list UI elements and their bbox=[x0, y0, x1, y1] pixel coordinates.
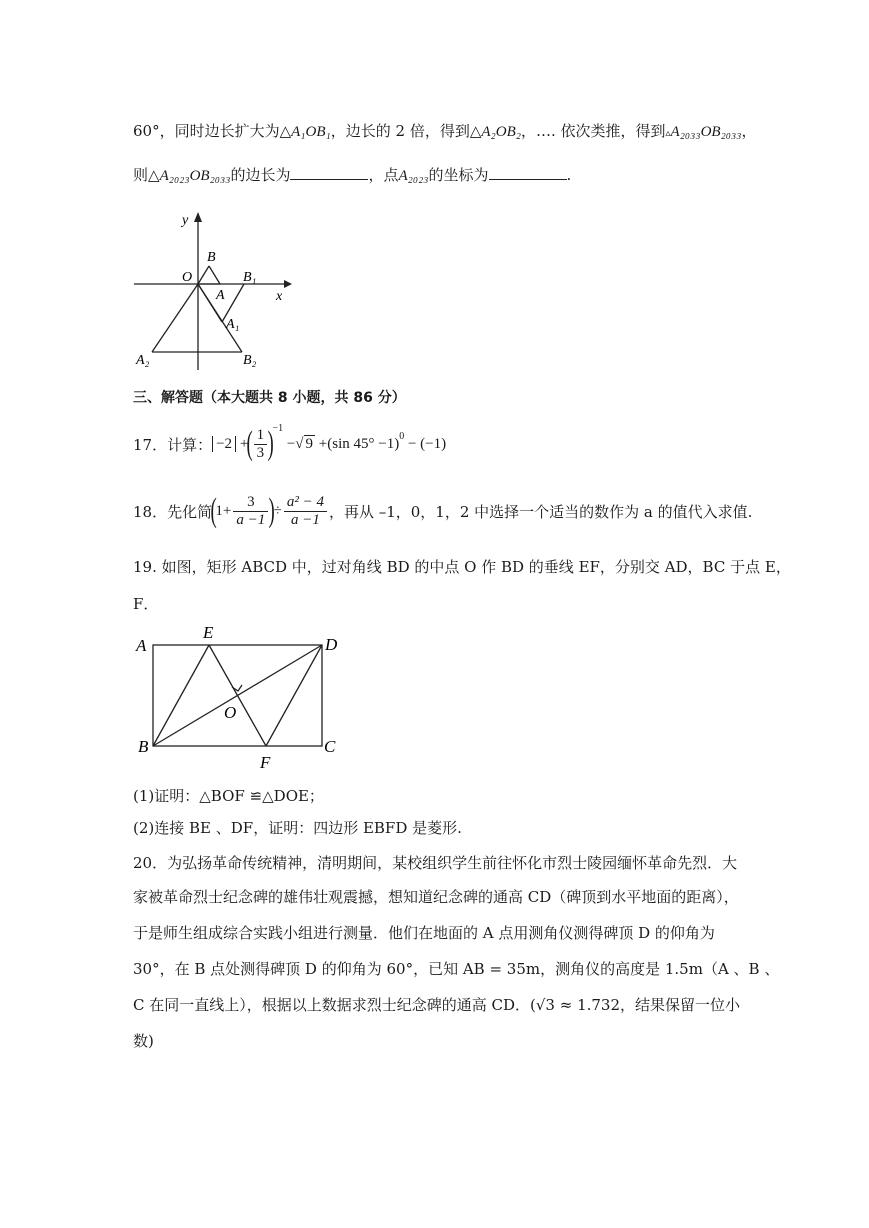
triangle-label: A₂₀₃₃OB₂₀₃₃ bbox=[670, 124, 742, 140]
label-B: B bbox=[138, 737, 149, 756]
label-E: E bbox=[203, 623, 214, 642]
text-segment: . bbox=[566, 166, 572, 184]
question-20-line2: 家被革命烈士纪念碑的雄伟壮观震撼，想知道纪念碑的通高 CD（碑顶到水平地面的距离）， bbox=[133, 888, 739, 906]
text-segment: ，…. 依次类推，得到 bbox=[520, 122, 666, 140]
text-segment: ，边长的 2 倍，得到 bbox=[330, 122, 470, 140]
exponent: −1 bbox=[272, 423, 284, 434]
segment-be bbox=[153, 645, 209, 746]
label-A1: A₁ bbox=[226, 317, 240, 332]
question-number: 18．先化简 bbox=[133, 502, 213, 521]
expression-tail: − (−1) bbox=[407, 435, 447, 452]
exponent: 0 bbox=[399, 431, 405, 442]
label-O: O bbox=[224, 703, 237, 722]
question-18: 18．先化简 ( 1+ $\frac{3}{a -1}$ ) ÷ $\frac{\text{a² − 4}}{a -1}$ ，再从 –1，0，1，2 中选择一个适当的数作为 a 的值代入求值. bbox=[133, 492, 753, 529]
label-x: x bbox=[276, 289, 283, 304]
answer-blank bbox=[290, 167, 368, 180]
fraction-3-over-a-1 bbox=[233, 494, 268, 529]
figure-rectangle-abcd bbox=[132, 618, 347, 773]
denominator: 3 bbox=[256, 444, 265, 461]
text-segment: 的边长为 bbox=[230, 166, 291, 184]
text-segment: 的坐标为 bbox=[428, 166, 489, 184]
text-segment: 则 bbox=[133, 166, 149, 184]
text-segment: ，点 bbox=[368, 166, 399, 184]
triangle-label: A₂₀₂₃OB₂₀₃₃ bbox=[159, 168, 231, 184]
label-y: y bbox=[182, 213, 189, 228]
denominator: a −1 bbox=[236, 511, 266, 528]
term: 1+ bbox=[215, 502, 232, 519]
question-19-part1: (1)证明：△BOF ≌△DOE； bbox=[133, 787, 324, 805]
sin-expression: sin 45° −1 bbox=[332, 435, 395, 452]
text-segment: 60°，同时边长扩大为 bbox=[133, 122, 280, 140]
label-D: D bbox=[325, 635, 338, 654]
point-label: A₂₀₂₃ bbox=[398, 168, 429, 184]
question-text: ，再从 –1，0，1，2 中选择一个适当的数作为 a 的值代入求值. bbox=[328, 502, 753, 521]
question-20-line4: 30°，在 B 点处测得碑顶 D 的仰角为 60°，已知 AB = 35m，测角仪的高度是 1.5m（A 、B 、 bbox=[133, 960, 780, 978]
label-B: B bbox=[207, 250, 216, 265]
segment-fd bbox=[266, 645, 322, 746]
question-19-line1: 19. 如图，矩形 ABCD 中，过对角线 BD 的中点 O 作 BD 的垂线 EF，分别交 AD，BC 于点 E， bbox=[133, 558, 791, 576]
question-20-line1: 20．为弘扬革命传统精神，清明期间，某校组织学生前往怀化市烈士陵园缅怀革命先烈．大 bbox=[133, 854, 738, 872]
absolute-value: −2 bbox=[212, 436, 236, 452]
numerator: 1 bbox=[254, 427, 268, 445]
operator: − bbox=[286, 435, 296, 452]
label-B2: B₂ bbox=[243, 353, 257, 368]
question-number: 17．计算： bbox=[133, 435, 213, 454]
answer-blank bbox=[489, 167, 567, 180]
right-angle-mark bbox=[232, 685, 242, 691]
question-17: 17．计算： −2 + ( $\frac{1}{3}$ ) −1 − √ 9 + ( sin 45° −1 ) $^0$ − (−1) bbox=[133, 423, 447, 462]
label-C: C bbox=[324, 737, 336, 756]
figure-coordinate-triangles bbox=[132, 200, 302, 375]
fraction-a2-4-over-a-1 bbox=[284, 494, 327, 529]
denominator: a −1 bbox=[290, 511, 320, 528]
label-B1: B₁ bbox=[243, 270, 257, 285]
question-20-line3: 于是师生组成综合实践小组进行测量．他们在地面的 A 点用测角仪测得碑顶 D 的仰角为 bbox=[133, 924, 715, 942]
operator: ÷ bbox=[273, 502, 282, 519]
triangle-label: A₂OB₂ bbox=[481, 124, 521, 140]
question-19-line2: F． bbox=[133, 595, 159, 613]
fraction-one-third bbox=[254, 427, 268, 462]
label-F: F bbox=[260, 753, 271, 772]
problem16-line1: 60°，同时边长扩大为△A₁OB₁，边长的 2 倍，得到△A₂OB₂，…. 依次类推，得到▵A₂₀₃₃OB₂₀₃₃， bbox=[133, 122, 757, 140]
x-axis-arrow bbox=[284, 280, 292, 288]
question-19-part2: (2)连接 BE 、DF，证明：四边形 EBFD 是菱形. bbox=[133, 819, 462, 837]
section-heading: 三、解答题（本大题共 8 小题，共 86 分） bbox=[133, 390, 406, 406]
label-A: A bbox=[136, 636, 147, 655]
numerator: 3 bbox=[233, 494, 268, 512]
y-axis-arrow bbox=[194, 212, 202, 222]
segment-ef bbox=[209, 645, 266, 746]
operator: + bbox=[318, 435, 328, 452]
triangle-label: A₁OB₁ bbox=[291, 124, 331, 140]
numerator: a² − 4 bbox=[284, 494, 327, 512]
label-A: A bbox=[216, 288, 225, 303]
problem16-line2: 则△A₂₀₂₃OB₂₀₃₃的边长为 ，点A₂₀₂₃的坐标为 . bbox=[133, 166, 572, 184]
question-20-line6: 数) bbox=[133, 1032, 154, 1050]
label-A2: A₂ bbox=[136, 353, 150, 368]
question-20-line5: C 在同一直线上），根据以上数据求烈士纪念碑的通高 CD．(√3 ≈ 1.732，结果保留一位小 bbox=[133, 996, 741, 1014]
text-segment: ， bbox=[741, 122, 757, 140]
sqrt-radicand: 9 bbox=[305, 436, 314, 452]
label-O: O bbox=[182, 270, 193, 285]
